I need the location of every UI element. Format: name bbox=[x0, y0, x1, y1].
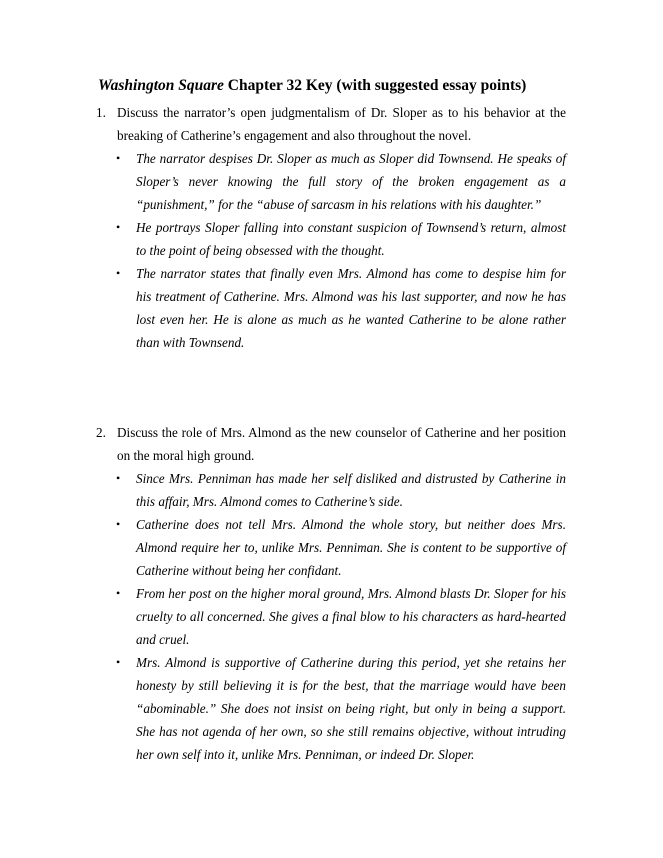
title-rest: Chapter 32 Key (with suggested essay points) bbox=[223, 77, 527, 94]
bullet-icon: • bbox=[116, 586, 121, 600]
question-text: Discuss the role of Mrs. Almond as the new counselor of Catherine and her position on the moral high ground. bbox=[117, 425, 566, 463]
answer-point bbox=[116, 147, 566, 216]
bullet-icon: • bbox=[116, 266, 121, 280]
question-1 bbox=[96, 101, 566, 354]
bullet-icon: • bbox=[116, 517, 121, 531]
page-title bbox=[98, 76, 578, 96]
answer-point-text: The narrator states that finally even Mrs. Almond has come to despise him for his treatment of Catherine. Mrs. Almond was his last supporter, and now he has lost even her. He is alone as much as he wanted Catherine to be alone rather than with Townsend. bbox=[136, 266, 566, 350]
answer-point bbox=[116, 467, 566, 513]
answer-point-text: Since Mrs. Penniman has made her self disliked and distrusted by Catherine in this affair, Mrs. Almond comes to Catherine’s side. bbox=[136, 471, 566, 509]
answer-point-text: Mrs. Almond is supportive of Catherine during this period, yet she retains her honesty by still believing it is for the best, that the marriage would have been “abominable.” She does not insist on being right, but only in being a support. She has not agenda of her own, so she still remains objective, without intruding her own self into it, unlike Mrs. Penniman, or indeed Dr. Sloper. bbox=[136, 655, 566, 762]
answer-point bbox=[116, 582, 566, 651]
answer-point-text: From her post on the higher moral ground, Mrs. Almond blasts Dr. Sloper for his cruelty to all concerned. She gives a final blow to his characters as hard-hearted and cruel. bbox=[136, 586, 566, 647]
bullet-icon: • bbox=[116, 655, 121, 669]
answer-points bbox=[116, 467, 566, 766]
answer-point-text: He portrays Sloper falling into constant suspicion of Townsend’s return, almost to the point of being obsessed with the thought. bbox=[136, 220, 566, 258]
question-number: 2. bbox=[96, 425, 106, 440]
bullet-icon: • bbox=[116, 471, 121, 485]
answer-point bbox=[116, 513, 566, 582]
question-2 bbox=[96, 421, 566, 766]
answer-point bbox=[116, 651, 566, 766]
answer-point bbox=[116, 262, 566, 354]
question-text: Discuss the narrator’s open judgmentalism of Dr. Sloper as to his behavior at the breaking of Catherine’s engagement and also throughout the novel. bbox=[117, 105, 566, 143]
bullet-icon: • bbox=[116, 151, 121, 165]
answer-point bbox=[116, 216, 566, 262]
answer-points bbox=[116, 147, 566, 354]
title-book-name: Washington Square bbox=[98, 77, 224, 94]
question-number: 1. bbox=[96, 105, 106, 120]
bullet-icon: • bbox=[116, 220, 121, 234]
answer-point-text: The narrator despises Dr. Sloper as much as Sloper did Townsend. He speaks of Sloper’s never knowing the full story of the broken engagement as a “punishment,” for the “abuse of sarcasm in his relations with his daughter.” bbox=[136, 151, 566, 212]
answer-point-text: Catherine does not tell Mrs. Almond the whole story, but neither does Mrs. Almond require her to, unlike Mrs. Penniman. She is content to be supportive of Catherine without being her confidant. bbox=[136, 517, 566, 578]
